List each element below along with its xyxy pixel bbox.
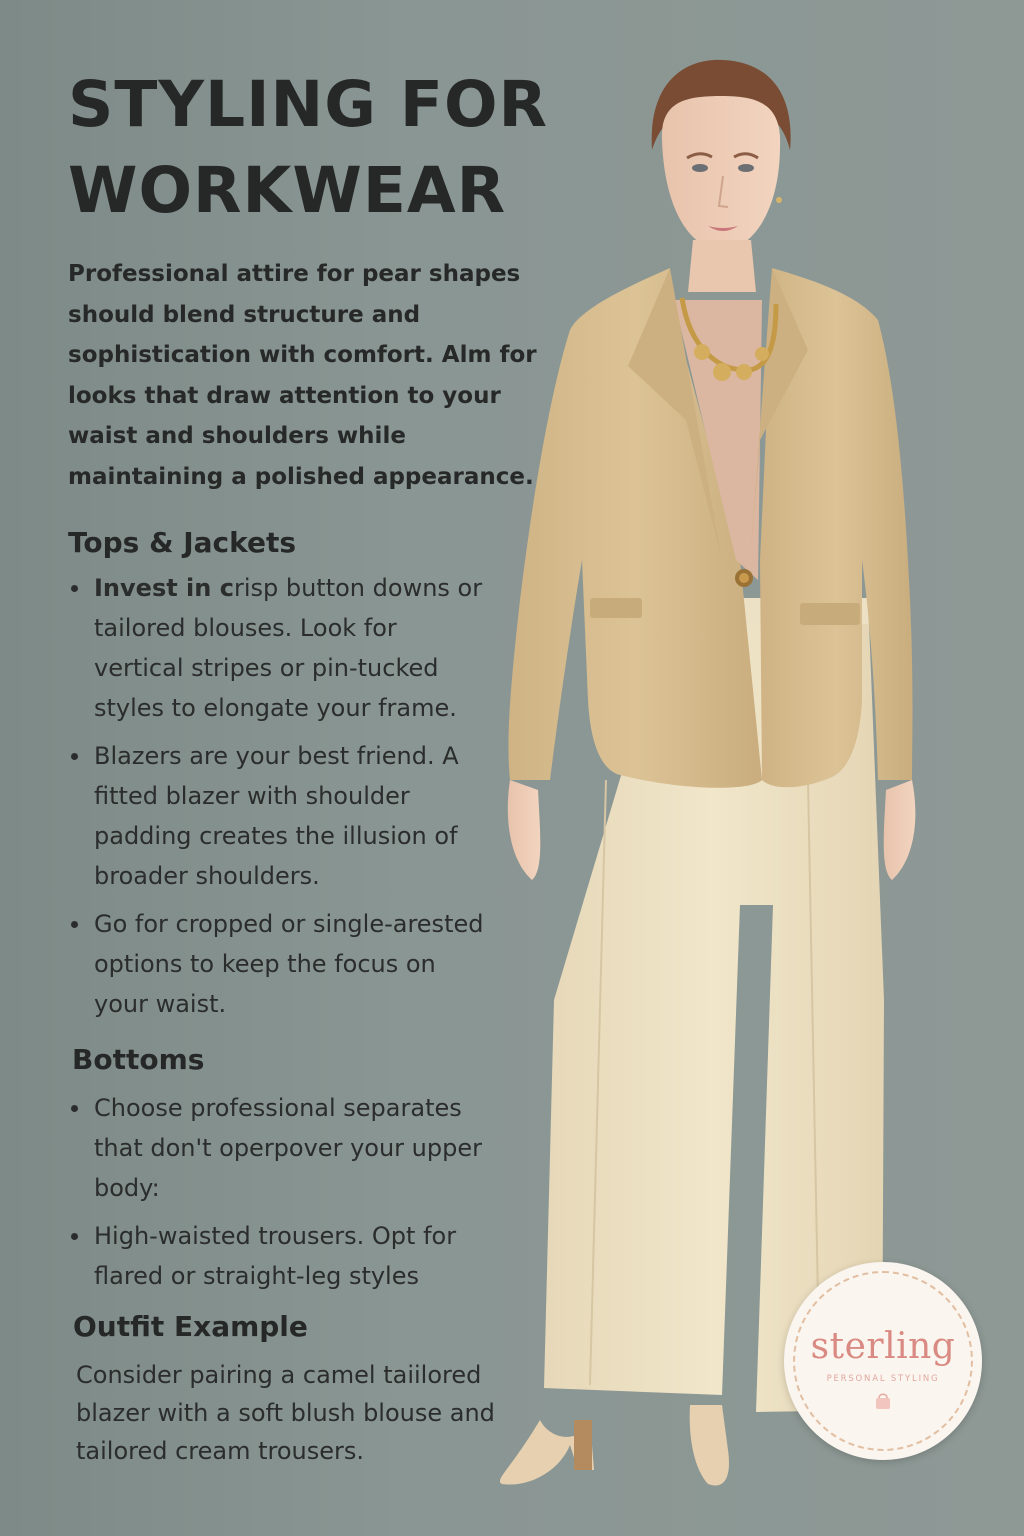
list-item: Go for cropped or single-arested options to keep the focus on your waist. [70, 904, 490, 1024]
section-heading-outfit: Outfit Example [73, 1310, 308, 1343]
section-heading-tops: Tops & Jackets [68, 526, 297, 559]
intro-paragraph: Professional attire for pear shapes should blend structure and sophistication with comfort. Alm for looks that draw attention to your waist and shoulders while maintaining a polished appearance. [68, 261, 537, 490]
bottoms-list [70, 1088, 490, 1296]
section-heading-bottoms: Bottoms [72, 1043, 205, 1076]
outfit-example-text: Consider pairing a camel taiilored blazer with a soft blush blouse and tailored cream trousers. [76, 1361, 495, 1465]
logo-wordmark: sterling [810, 1326, 956, 1367]
logo-tagline: PERSONAL STYLING [826, 1374, 940, 1384]
tops-list [70, 568, 490, 1024]
list-item: Choose professional separates that don't operpover your upper body: [70, 1088, 490, 1208]
brand-logo [784, 1262, 982, 1460]
list-item [70, 568, 490, 728]
list-item-lead: Invest in c [94, 574, 234, 602]
list-item: High-waisted trousers. Opt for flared or straight-leg styles [70, 1216, 490, 1296]
blazer [508, 268, 912, 788]
list-item-text: risp button downs or tailored blouses. Look for vertical stripes or pin-tucked styles to elongate your frame. [94, 574, 483, 722]
page-title: STYLING FOR WORKWEAR [68, 68, 549, 227]
face [662, 96, 782, 292]
handbag-icon [872, 1390, 894, 1412]
list-item: Blazers are your best friend. A fitted blazer with shoulder padding creates the illusion of broader shoulders. [70, 736, 490, 896]
